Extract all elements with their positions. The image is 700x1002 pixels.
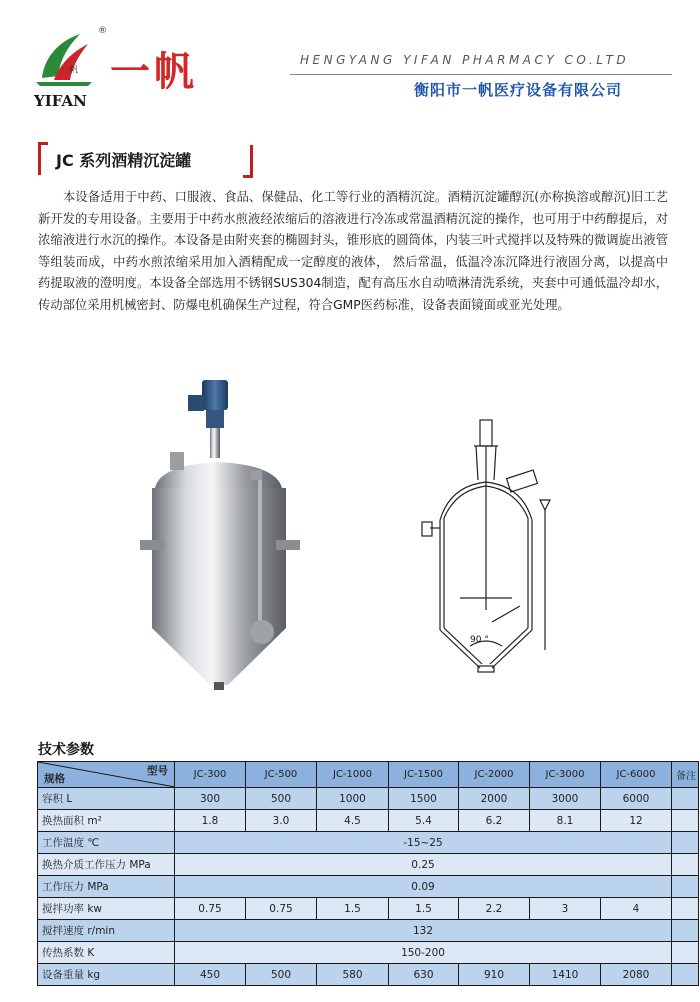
row-value: 2000 xyxy=(459,788,530,810)
table-row xyxy=(38,876,699,898)
remark-cell xyxy=(672,854,699,876)
logo-text: YIFAN xyxy=(34,92,87,110)
page-title: JC 系列酒精沉淀罐 xyxy=(56,151,192,170)
params-title: 技术参数 xyxy=(38,742,94,758)
row-label: 设备重量 kg xyxy=(38,964,175,986)
row-value: 910 xyxy=(459,964,530,986)
table-row xyxy=(38,942,699,964)
model-header: JC-500 xyxy=(246,762,317,788)
logo-small-text: 一帆 xyxy=(62,65,78,74)
row-value: 1500 xyxy=(389,788,459,810)
row-value: 4 xyxy=(601,898,672,920)
brand-name: 一帆 xyxy=(110,48,198,95)
remark-cell xyxy=(672,876,699,898)
row-value: 5.4 xyxy=(389,810,459,832)
company-name-cn: 衡阳市一帆医疗设备有限公司 xyxy=(414,81,623,99)
registered-mark: ® xyxy=(98,26,107,36)
remark-cell xyxy=(672,964,699,986)
row-value: 8.1 xyxy=(530,810,601,832)
description-paragraph: 本设备适用于中药、口服液、食品、保健品、化工等行业的酒精沉淀。酒精沉淀罐醇沉(亦称换溶或醇沉)旧工艺新开发的专用设备。主要用于中药水煎液经浓缩后的溶液进行冷冻或常温酒精沉淀的操作，也可用于中药醇提后，对浓缩液进行水沉的操作。本设备是由附夹套的椭圆封头，锥形底的圆筒体，内装三叶式搅拌以及特殊的微调旋出液管等组装而成，中药水煎浓缩采用加入酒精配成一定醇度的液体， 然后常温，低温冷冻沉降进行液固分离，以提高中药提取液的澄明度。本设备全部选用不锈钢SUS304制造，配有高压水自动喷淋清洗系统，夹套中可通低温冷却水，传动部位采用机械密封、防爆电机确保生产过程，符合GMP医药标准，设备表面镜面或亚光处理。 xyxy=(38,190,668,312)
row-value: 3.0 xyxy=(246,810,317,832)
row-value: 0.75 xyxy=(246,898,317,920)
row-value: 12 xyxy=(601,810,672,832)
table-header-row xyxy=(38,762,699,788)
remark-cell xyxy=(672,920,699,942)
spec-table xyxy=(37,761,699,986)
table-row xyxy=(38,810,699,832)
row-value: 1.5 xyxy=(317,898,389,920)
model-header: JC-1500 xyxy=(389,762,459,788)
row-value: 1000 xyxy=(317,788,389,810)
tank-photo xyxy=(130,370,310,700)
row-value: 4.5 xyxy=(317,810,389,832)
remark-cell xyxy=(672,810,699,832)
row-label: 工作压力 MPa xyxy=(38,876,175,898)
header-divider xyxy=(290,74,672,75)
row-label: 传热系数 K xyxy=(38,942,175,964)
row-label: 工作温度 ℃ xyxy=(38,832,175,854)
row-value: 6000 xyxy=(601,788,672,810)
sail-logo-icon xyxy=(34,30,94,88)
remark-cell xyxy=(672,898,699,920)
row-value: 450 xyxy=(175,964,246,986)
row-value: 6.2 xyxy=(459,810,530,832)
corner-cell xyxy=(38,762,175,788)
row-span-value: 150-200 xyxy=(175,942,672,964)
remark-cell xyxy=(672,832,699,854)
corner-spec-label: 规格 xyxy=(44,773,65,785)
company-logo xyxy=(28,26,107,110)
title-bracket-left xyxy=(38,142,48,175)
row-label: 容积 L xyxy=(38,788,175,810)
row-label: 换热介质工作压力 MPa xyxy=(38,854,175,876)
row-value: 2.2 xyxy=(459,898,530,920)
table-row xyxy=(38,788,699,810)
row-span-value: 0.09 xyxy=(175,876,672,898)
table-row xyxy=(38,854,699,876)
table-row xyxy=(38,898,699,920)
row-value: 3000 xyxy=(530,788,601,810)
row-label: 换热面积 m² xyxy=(38,810,175,832)
row-value: 1.8 xyxy=(175,810,246,832)
section-title xyxy=(38,142,253,178)
row-value: 1.5 xyxy=(389,898,459,920)
angle-label: 90 ° xyxy=(470,635,489,645)
remark-cell xyxy=(672,942,699,964)
row-span-value: 0.25 xyxy=(175,854,672,876)
remark-header: 备注 xyxy=(672,762,699,788)
row-value: 500 xyxy=(246,788,317,810)
row-value: 500 xyxy=(246,964,317,986)
company-name-en: HENGYANG YIFAN PHARMACY CO.LTD xyxy=(300,53,630,67)
row-value: 580 xyxy=(317,964,389,986)
model-header: JC-1000 xyxy=(317,762,389,788)
row-value: 0.75 xyxy=(175,898,246,920)
table-row xyxy=(38,964,699,986)
row-value: 300 xyxy=(175,788,246,810)
row-label: 搅拌速度 r/min xyxy=(38,920,175,942)
title-bracket-right xyxy=(243,145,253,178)
table-row xyxy=(38,920,699,942)
row-span-value: 132 xyxy=(175,920,672,942)
row-label: 搅拌功率 kw xyxy=(38,898,175,920)
row-value: 1410 xyxy=(530,964,601,986)
model-header: JC-3000 xyxy=(530,762,601,788)
model-header: JC-300 xyxy=(175,762,246,788)
row-span-value: -15~25 xyxy=(175,832,672,854)
remark-cell xyxy=(672,788,699,810)
corner-model-label: 型号 xyxy=(147,765,168,777)
row-value: 2080 xyxy=(601,964,672,986)
row-value: 630 xyxy=(389,964,459,986)
model-header: JC-2000 xyxy=(459,762,530,788)
tank-drawing xyxy=(400,410,570,690)
table-row xyxy=(38,832,699,854)
row-value: 3 xyxy=(530,898,601,920)
model-header: JC-6000 xyxy=(601,762,672,788)
